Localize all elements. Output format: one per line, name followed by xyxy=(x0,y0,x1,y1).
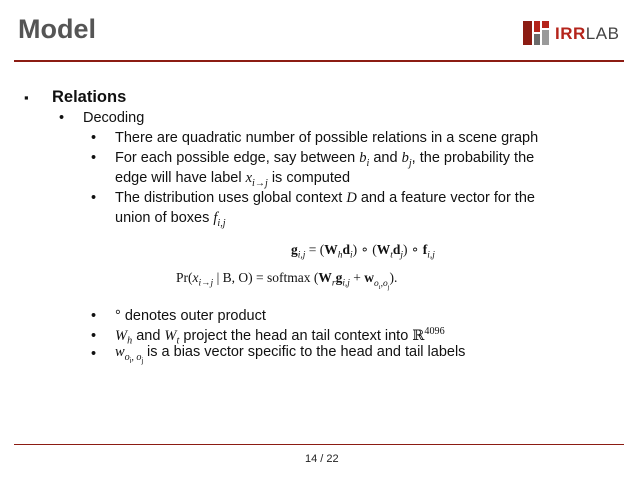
relations-heading: Relations xyxy=(52,88,127,106)
bullet-dot-icon: • xyxy=(91,328,97,344)
distribution-text-line1: The distribution uses global context D and a feature vector for the xyxy=(115,190,535,206)
footer-divider xyxy=(14,444,624,445)
logo-irr-text: IRR xyxy=(555,24,586,43)
logo-lab-text: LAB xyxy=(585,24,620,43)
irrlab-logo xyxy=(521,19,621,47)
quadratic-relations-text: There are quadratic number of possible relations in a scene graph xyxy=(115,130,539,146)
decoding-item: Decoding xyxy=(83,110,145,126)
bullet-dot-icon: • xyxy=(91,150,97,166)
projection-text: $W_h$ and $W_t$ project the head an tail context into ℝ$^{4096}$ xyxy=(115,326,445,347)
distribution-text-line2: union of boxes $f_{i,j}$ xyxy=(115,210,226,229)
bullet-dot-icon: • xyxy=(91,130,97,146)
irrlab-logo-text xyxy=(555,24,619,44)
equation-block xyxy=(176,238,476,296)
bullet-dot-icon: • xyxy=(91,346,97,362)
possible-edge-text-line2: edge will have label $x_{i\to j}$ is computed xyxy=(115,170,351,189)
possible-edge-text-line1: For each possible edge, say between $b_i$ and $b_j$, the probability the xyxy=(115,150,535,169)
title-divider xyxy=(14,60,624,62)
irrlab-logo-mark-icon xyxy=(521,19,551,47)
square-bullet-icon: ▪ xyxy=(24,90,29,105)
bias-vector-text: $w_{o_i, o_j}$ is a bias vector specific to the head and tail labels xyxy=(115,344,466,365)
bullet-dot-icon: • xyxy=(91,190,97,206)
bullet-dot-icon: • xyxy=(91,308,97,324)
equation-line-g: $g_{i,j} = (W_hd_i)$ ∘ $(W_td_j)$ ∘ $f_{i,j}$ xyxy=(291,242,435,261)
slide-title: Model xyxy=(18,14,96,44)
page-number: 14 / 22 xyxy=(305,453,339,465)
bullet-dot-icon: • xyxy=(59,110,65,126)
equation-line-pr: $Pr(x_{i\to j}$ | B, O) = softmax $(W_rg_{i,j} + w_{o_i,o_j})$. xyxy=(176,270,398,291)
outer-product-text: ° denotes outer product xyxy=(115,308,266,324)
